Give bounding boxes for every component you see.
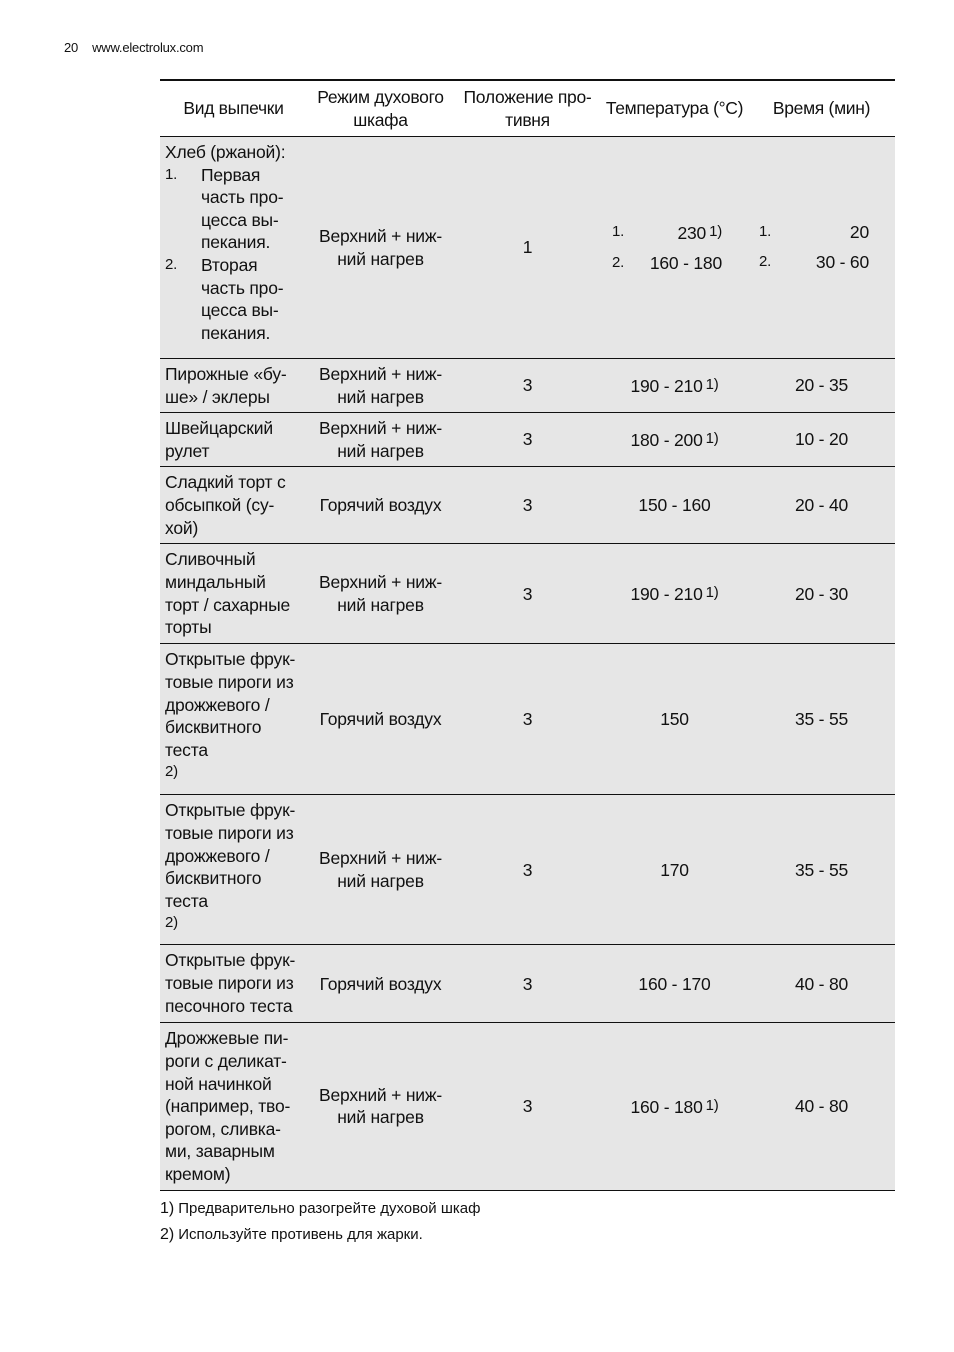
table-row: [160, 795, 895, 945]
cell-temperature: 160 - 170: [601, 945, 748, 1023]
time-value: 30 - 60: [815, 252, 869, 272]
cell-position: 3: [454, 359, 601, 413]
cell-type: Пирожные «бу-ше» / эклеры: [160, 359, 307, 413]
footnote-ref: 1): [705, 429, 719, 447]
cell-time: 35 - 55: [748, 644, 895, 795]
cell-position: 3: [454, 1023, 601, 1190]
temperature-value: 160 - 180: [649, 252, 722, 273]
table-row: [160, 413, 895, 467]
col-header-time: Время (мин): [748, 80, 895, 137]
cell-position: 1: [454, 137, 601, 359]
cell-mode: Горячий воздух: [307, 945, 454, 1023]
cell-position: 3: [454, 644, 601, 795]
time-step: [752, 251, 891, 274]
cell-type: Дрожжевые пи-роги с деликат-ной начинкой (например, тво-рогом, сливка-ми, заварным кремом): [160, 1023, 307, 1190]
table-row: [160, 359, 895, 413]
footnote-text: Используйте противень для жарки.: [178, 1226, 423, 1243]
step-text: Вторая часть про-цесса вы-пекания.: [201, 254, 284, 343]
temperature-value: 230: [677, 222, 707, 243]
footnote-mark: 1): [160, 1200, 175, 1217]
cell-temperature: [601, 359, 748, 413]
col-header-temperature: Температура (°C): [601, 80, 748, 137]
cell-type: Сладкий торт с обсыпкой (су-хой): [160, 467, 307, 544]
time-value: 20: [849, 222, 869, 243]
cell-mode: Верхний + ниж-ний нагрев: [307, 795, 454, 945]
cell-temperature: 150 - 160: [601, 467, 748, 544]
table-row: [160, 644, 895, 795]
footnote-ref: 2): [165, 914, 178, 932]
col-header-type: Вид выпечки: [160, 80, 307, 137]
page-number: 20: [64, 40, 79, 55]
bread-title: Хлеб (ржаной):: [165, 142, 286, 162]
cell-temperature: 150: [601, 644, 748, 795]
step-number: 2.: [612, 253, 625, 271]
temperature-value: 190 - 210: [630, 375, 703, 396]
cell-time: 40 - 80: [748, 1023, 895, 1190]
cell-mode: Верхний + ниж-ний нагрев: [307, 1023, 454, 1190]
footnote-ref: 1): [705, 375, 719, 393]
cell-temperature: [601, 544, 748, 644]
footnote-text: Предварительно разогрейте духовой шкаф: [178, 1200, 481, 1217]
cell-time: [748, 137, 895, 359]
cell-mode: Верхний + ниж-ний нагрев: [307, 359, 454, 413]
footnote-ref: 1): [705, 1096, 719, 1114]
cell-temperature: [601, 1023, 748, 1190]
page-header: [64, 40, 203, 55]
footnote: [160, 1200, 480, 1218]
baking-table: [160, 79, 895, 1191]
cell-type-text: Открытые фрук-товые пироги из дрожжевого / бисквитного теста: [165, 800, 296, 911]
cell-type: [160, 795, 307, 945]
cell-type: Открытые фрук-товые пироги из песочного теста: [160, 945, 307, 1023]
cell-mode: Верхний + ниж-ний нагрев: [307, 413, 454, 467]
step-item: [165, 254, 303, 344]
cell-time: 40 - 80: [748, 945, 895, 1023]
footnote: [160, 1226, 480, 1244]
temperature-step: [605, 221, 744, 245]
cell-position: 3: [454, 795, 601, 945]
step-number: 1.: [612, 222, 625, 240]
cell-temperature: 170: [601, 795, 748, 945]
cell-temperature: [601, 137, 748, 359]
footnotes: [160, 1200, 480, 1252]
cell-position: 3: [454, 945, 601, 1023]
table-row: [160, 544, 895, 644]
cell-time: 35 - 55: [748, 795, 895, 945]
footnote-ref: 1): [709, 222, 722, 240]
table-header-row: [160, 80, 895, 137]
cell-position: 3: [454, 413, 601, 467]
col-header-position: Положение про-тивня: [454, 80, 601, 137]
site-url: www.electrolux.com: [92, 40, 204, 55]
step-number: 2.: [165, 255, 178, 273]
table-row: [160, 945, 895, 1023]
cell-mode: Верхний + ниж-ний нагрев: [307, 137, 454, 359]
temperature-value: 180 - 200: [630, 429, 703, 450]
temperature-value: 190 - 210: [630, 584, 703, 605]
cell-mode: Горячий воздух: [307, 467, 454, 544]
step-number: 1.: [165, 165, 178, 183]
footnote-mark: 2): [160, 1226, 175, 1243]
step-item: [165, 164, 303, 254]
step-text: Первая часть про-цесса вы-пекания.: [201, 164, 284, 253]
temperature-step: [605, 252, 744, 275]
cell-time: 20 - 30: [748, 544, 895, 644]
table-row: [160, 137, 895, 359]
cell-temperature: [601, 413, 748, 467]
cell-mode: Верхний + ниж-ний нагрев: [307, 544, 454, 644]
cell-type: [160, 644, 307, 795]
col-header-mode: Режим духового шкафа: [307, 80, 454, 137]
cell-position: 3: [454, 467, 601, 544]
time-step: [752, 221, 891, 244]
cell-type: [160, 137, 307, 359]
cell-time: 10 - 20: [748, 413, 895, 467]
table-row: [160, 467, 895, 544]
footnote-ref: 1): [705, 584, 719, 602]
cell-time: 20 - 40: [748, 467, 895, 544]
table-row: [160, 1023, 895, 1190]
step-number: 2.: [759, 253, 772, 270]
baking-table-wrapper: [160, 79, 895, 1191]
cell-type-text: Открытые фрук-товые пироги из дрожжевого / бисквитного теста: [165, 649, 296, 760]
cell-position: 3: [454, 544, 601, 644]
footnote-ref: 2): [165, 763, 178, 781]
cell-mode: Горячий воздух: [307, 644, 454, 795]
cell-type: Сливочный миндальный торт / сахарные торты: [160, 544, 307, 644]
step-number: 1.: [759, 223, 772, 241]
temperature-value: 160 - 180: [630, 1096, 703, 1117]
cell-type: Швейцарский рулет: [160, 413, 307, 467]
cell-time: 20 - 35: [748, 359, 895, 413]
